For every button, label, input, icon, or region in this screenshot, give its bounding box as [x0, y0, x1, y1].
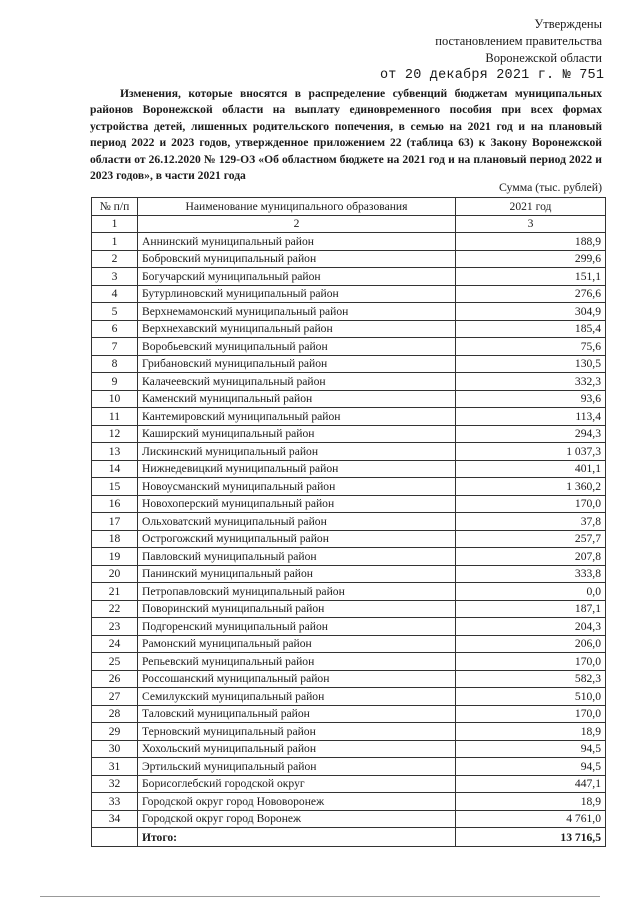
- row-value: 304,9: [456, 303, 606, 321]
- row-number: 2: [92, 250, 138, 268]
- row-value: 113,4: [456, 408, 606, 426]
- row-name: Панинский муниципальный район: [138, 565, 456, 583]
- row-number: 4: [92, 285, 138, 303]
- table-row: [92, 425, 606, 443]
- table-row: [92, 303, 606, 321]
- row-value: 75,6: [456, 338, 606, 356]
- row-name: Бобровский муниципальный район: [138, 250, 456, 268]
- units-label: Сумма (тыс. рублей): [498, 180, 602, 194]
- table-row: [92, 233, 606, 251]
- row-number: 31: [92, 758, 138, 776]
- row-name: Россошанский муниципальный район: [138, 670, 456, 688]
- table-row: [92, 723, 606, 741]
- row-name: Кантемировский муниципальный район: [138, 408, 456, 426]
- row-number: 28: [92, 705, 138, 723]
- table-row: [92, 600, 606, 618]
- row-number: 21: [92, 583, 138, 601]
- row-value: 18,9: [456, 793, 606, 811]
- row-name: Лискинский муниципальный район: [138, 443, 456, 461]
- row-number: 19: [92, 548, 138, 566]
- row-value: 582,3: [456, 670, 606, 688]
- header-number: № п/п: [92, 198, 138, 216]
- table-row: [92, 740, 606, 758]
- row-value: 188,9: [456, 233, 606, 251]
- row-name: Новоусманский муниципальный район: [138, 478, 456, 496]
- table-row: [92, 670, 606, 688]
- row-value: 93,6: [456, 390, 606, 408]
- row-name: Калачеевский муниципальный район: [138, 373, 456, 391]
- bottom-divider: [40, 896, 600, 897]
- table-row: [92, 355, 606, 373]
- row-number: 7: [92, 338, 138, 356]
- row-number: 13: [92, 443, 138, 461]
- row-value: 401,1: [456, 460, 606, 478]
- row-number: 26: [92, 670, 138, 688]
- row-number: 5: [92, 303, 138, 321]
- table-row: [92, 758, 606, 776]
- row-number: 24: [92, 635, 138, 653]
- table-row: [92, 810, 606, 828]
- total-empty-cell: [92, 828, 138, 847]
- row-name: Семилукский муниципальный район: [138, 688, 456, 706]
- row-value: 333,8: [456, 565, 606, 583]
- table-body: [92, 233, 606, 828]
- row-number: 29: [92, 723, 138, 741]
- table-header-row: [92, 198, 606, 216]
- row-name: Поворинский муниципальный район: [138, 600, 456, 618]
- table-row: [92, 443, 606, 461]
- row-value: 204,3: [456, 618, 606, 636]
- row-number: 6: [92, 320, 138, 338]
- table-row: [92, 530, 606, 548]
- row-name: Терновский муниципальный район: [138, 723, 456, 741]
- row-number: 14: [92, 460, 138, 478]
- row-value: 207,8: [456, 548, 606, 566]
- row-number: 12: [92, 425, 138, 443]
- row-number: 22: [92, 600, 138, 618]
- row-name: Нижнедевицкий муниципальный район: [138, 460, 456, 478]
- row-name: Бутурлиновский муниципальный район: [138, 285, 456, 303]
- row-number: 3: [92, 268, 138, 286]
- table-row: [92, 338, 606, 356]
- row-value: 18,9: [456, 723, 606, 741]
- row-name: Аннинский муниципальный район: [138, 233, 456, 251]
- row-value: 257,7: [456, 530, 606, 548]
- row-value: 94,5: [456, 758, 606, 776]
- row-number: 15: [92, 478, 138, 496]
- row-name: Рамонский муниципальный район: [138, 635, 456, 653]
- table-row: [92, 320, 606, 338]
- row-number: 1: [92, 233, 138, 251]
- table-row: [92, 408, 606, 426]
- row-name: Новохоперский муниципальный район: [138, 495, 456, 513]
- row-value: 447,1: [456, 775, 606, 793]
- approval-line-3: Воронежской области: [485, 51, 602, 65]
- row-number: 27: [92, 688, 138, 706]
- index-col-1: 1: [92, 215, 138, 233]
- table-row: [92, 583, 606, 601]
- row-value: 170,0: [456, 653, 606, 671]
- document-heading: Изменения, которые вносятся в распределение субвенций бюджетам муниципальных районов Воронежской области на выплату единовременного пособия при всех формах устройства детей, лишенных родительского попечения, в семью на 2021 год и на плановый период 2022 и 2023 годов, утвержденное приложением 22 (таблица 63) к Закону Воронежской области от 26.12.2020 № 129-ОЗ «Об областном бюджете на 2021 год и на плановый период 2022 и 2023 годов», в части 2021 года: [90, 87, 602, 183]
- table-row: [92, 478, 606, 496]
- row-value: 510,0: [456, 688, 606, 706]
- allocation-table: [91, 197, 606, 847]
- row-number: 8: [92, 355, 138, 373]
- row-name: Таловский муниципальный район: [138, 705, 456, 723]
- table-row: [92, 548, 606, 566]
- row-name: Верхнехавский муниципальный район: [138, 320, 456, 338]
- approval-line-2: постановлением правительства: [435, 34, 602, 48]
- row-name: Богучарский муниципальный район: [138, 268, 456, 286]
- row-number: 33: [92, 793, 138, 811]
- row-name: Ольховатский муниципальный район: [138, 513, 456, 531]
- row-name: Борисоглебский городской округ: [138, 775, 456, 793]
- row-number: 16: [92, 495, 138, 513]
- row-value: 151,1: [456, 268, 606, 286]
- row-number: 23: [92, 618, 138, 636]
- table-row: [92, 373, 606, 391]
- table-index-row: [92, 215, 606, 233]
- table-row: [92, 793, 606, 811]
- table-row: [92, 653, 606, 671]
- row-name: Городской округ город Нововоронеж: [138, 793, 456, 811]
- row-value: 4 761,0: [456, 810, 606, 828]
- row-value: 37,8: [456, 513, 606, 531]
- row-name: Верхнемамонский муниципальный район: [138, 303, 456, 321]
- row-value: 0,0: [456, 583, 606, 601]
- approval-block: [435, 16, 602, 67]
- row-name: Каменский муниципальный район: [138, 390, 456, 408]
- table-row: [92, 565, 606, 583]
- row-name: Подгоренский муниципальный район: [138, 618, 456, 636]
- table-row: [92, 635, 606, 653]
- approval-line-1: Утверждены: [534, 17, 602, 31]
- table-row: [92, 775, 606, 793]
- row-number: 9: [92, 373, 138, 391]
- table-row: [92, 285, 606, 303]
- row-number: 17: [92, 513, 138, 531]
- row-value: 130,5: [456, 355, 606, 373]
- table-row: [92, 268, 606, 286]
- row-number: 20: [92, 565, 138, 583]
- total-value: 13 716,5: [456, 828, 606, 847]
- row-value: 187,1: [456, 600, 606, 618]
- row-number: 25: [92, 653, 138, 671]
- row-value: 276,6: [456, 285, 606, 303]
- row-number: 30: [92, 740, 138, 758]
- total-label: Итого:: [138, 828, 456, 847]
- row-number: 34: [92, 810, 138, 828]
- row-name: Эртильский муниципальный район: [138, 758, 456, 776]
- row-number: 11: [92, 408, 138, 426]
- row-value: 185,4: [456, 320, 606, 338]
- row-value: 170,0: [456, 495, 606, 513]
- row-value: 332,3: [456, 373, 606, 391]
- table-row: [92, 618, 606, 636]
- decree-date-stamp: от 20 декабря 2021 г. № 751: [380, 68, 605, 83]
- row-name: Каширский муниципальный район: [138, 425, 456, 443]
- row-value: 1 037,3: [456, 443, 606, 461]
- header-year: 2021 год: [456, 198, 606, 216]
- table-row: [92, 513, 606, 531]
- row-name: Петропавловский муниципальный район: [138, 583, 456, 601]
- row-value: 294,3: [456, 425, 606, 443]
- row-value: 94,5: [456, 740, 606, 758]
- table-row: [92, 460, 606, 478]
- table-row: [92, 688, 606, 706]
- table-row: [92, 495, 606, 513]
- row-name: Репьевский муниципальный район: [138, 653, 456, 671]
- row-name: Острогожский муниципальный район: [138, 530, 456, 548]
- row-value: 206,0: [456, 635, 606, 653]
- row-number: 10: [92, 390, 138, 408]
- row-number: 18: [92, 530, 138, 548]
- row-name: Хохольский муниципальный район: [138, 740, 456, 758]
- table-row: [92, 250, 606, 268]
- row-name: Городской округ город Воронеж: [138, 810, 456, 828]
- index-col-2: 2: [138, 215, 456, 233]
- row-value: 170,0: [456, 705, 606, 723]
- row-value: 1 360,2: [456, 478, 606, 496]
- table-row: [92, 390, 606, 408]
- total-row: [92, 828, 606, 847]
- row-number: 32: [92, 775, 138, 793]
- table-row: [92, 705, 606, 723]
- row-value: 299,6: [456, 250, 606, 268]
- index-col-3: 3: [456, 215, 606, 233]
- row-name: Грибановский муниципальный район: [138, 355, 456, 373]
- row-name: Воробьевский муниципальный район: [138, 338, 456, 356]
- row-name: Павловский муниципальный район: [138, 548, 456, 566]
- header-name: Наименование муниципального образования: [138, 198, 456, 216]
